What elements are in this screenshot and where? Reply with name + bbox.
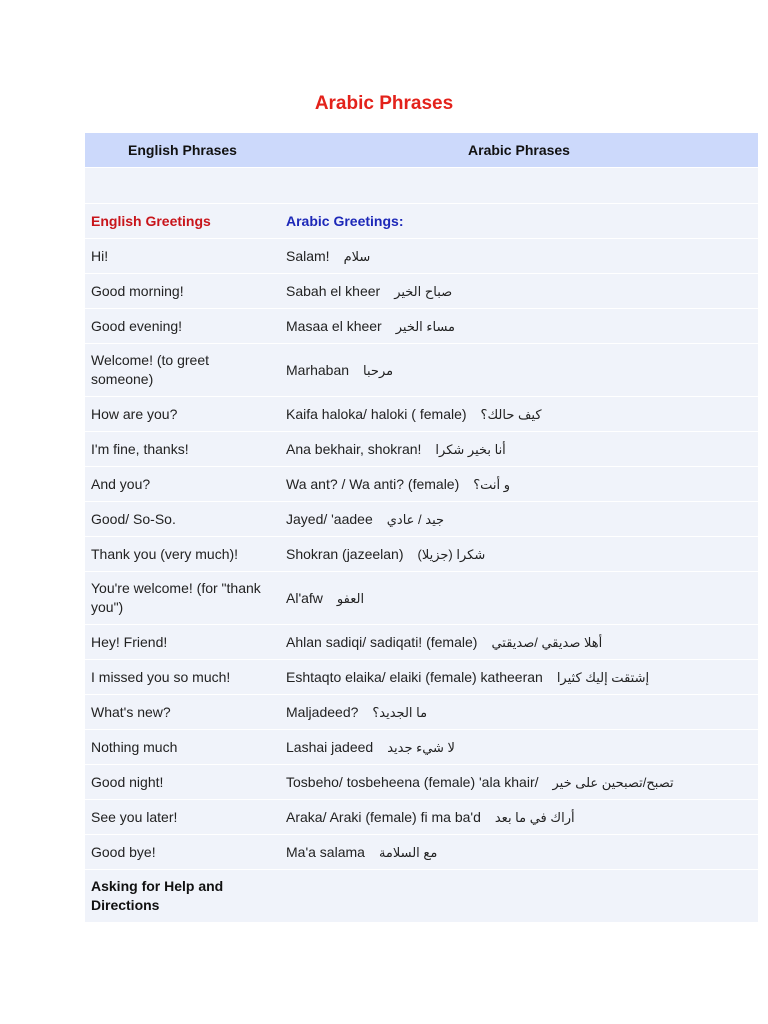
arabic-script: كيف حالك؟ [480, 406, 542, 422]
table-row [85, 239, 758, 274]
blank-cell [85, 168, 280, 204]
arabic-phrase [280, 765, 758, 800]
arabic-phrase [280, 309, 758, 344]
english-phrase: Good night! [85, 765, 280, 800]
transliteration: Sabah el kheer [286, 282, 381, 299]
arabic-phrase [280, 695, 758, 730]
arabic-phrase [280, 502, 758, 537]
arabic-script: العفو [336, 590, 365, 606]
english-phrase: Hey! Friend! [85, 625, 280, 660]
transliteration: Al'afw [286, 589, 323, 606]
table-row [85, 572, 758, 625]
header-arabic: Arabic Phrases [280, 133, 758, 168]
english-phrase: I'm fine, thanks! [85, 432, 280, 467]
table-row [85, 765, 758, 800]
arabic-script: ما الجديد؟ [372, 704, 428, 720]
arabic-script: مرحبا [363, 362, 394, 378]
arabic-script: تصبح/تصبحين على خير [552, 774, 674, 790]
english-phrase: Nothing much [85, 730, 280, 765]
section-asking-help: Asking for Help and Directions [85, 870, 280, 923]
table-row [85, 467, 758, 502]
transliteration: Marhaban [286, 361, 350, 378]
header-english: English Phrases [85, 133, 280, 168]
arabic-phrase [280, 239, 758, 274]
english-phrase: Good/ So-So. [85, 502, 280, 537]
arabic-phrase [280, 344, 758, 397]
arabic-script: صباح الخير [394, 283, 453, 299]
table-row [85, 502, 758, 537]
arabic-phrase [280, 660, 758, 695]
english-phrase: Good morning! [85, 274, 280, 309]
table-row [85, 432, 758, 467]
arabic-phrase [280, 397, 758, 432]
arabic-phrase [280, 730, 758, 765]
arabic-phrase [280, 432, 758, 467]
english-phrase: Thank you (very much)! [85, 537, 280, 572]
blank-cell [280, 168, 758, 204]
table-row [85, 835, 758, 870]
arabic-phrase [280, 467, 758, 502]
transliteration: Ahlan sadiqi/ sadiqati! (female) [286, 633, 478, 650]
table-row [85, 625, 758, 660]
english-phrase: You're welcome! (for "thank you") [85, 572, 280, 625]
arabic-phrase [280, 800, 758, 835]
english-phrase: Good evening! [85, 309, 280, 344]
phrases-table [85, 133, 758, 923]
page-title: Arabic Phrases [314, 93, 454, 114]
arabic-script: إشتقت إليك كثيرا [556, 669, 650, 685]
transliteration: Eshtaqto elaika/ elaiki (female) katheeran [286, 668, 543, 685]
table-row [85, 730, 758, 765]
transliteration: Ma'a salama [286, 843, 365, 860]
arabic-phrase [280, 625, 758, 660]
arabic-phrase [280, 274, 758, 309]
transliteration: Kaifa haloka/ haloki ( female) [286, 405, 467, 422]
arabic-script: جيد / عادي [386, 511, 445, 527]
transliteration: Ana bekhair, shokran! [286, 440, 422, 457]
table-row [85, 537, 758, 572]
transliteration: Lashai jadeed [286, 738, 374, 755]
transliteration: Salam! [286, 247, 330, 264]
arabic-phrase [280, 572, 758, 625]
arabic-script: سلام [343, 248, 371, 264]
section-arabic-greetings: Arabic Greetings: [280, 204, 758, 239]
table-header-row [85, 133, 758, 168]
arabic-script: و أنت؟ [473, 476, 511, 492]
transliteration: Jayed/ 'aadee [286, 510, 373, 527]
empty-cell [280, 870, 758, 923]
table-row [85, 274, 758, 309]
english-phrase: And you? [85, 467, 280, 502]
section-english-greetings: English Greetings [85, 204, 280, 239]
section-footer-row [85, 870, 758, 923]
arabic-phrase [280, 835, 758, 870]
arabic-script: شكرا (جزيلا) [417, 546, 486, 562]
transliteration: Masaa el kheer [286, 317, 382, 334]
english-phrase: Hi! [85, 239, 280, 274]
transliteration: Tosbeho/ tosbeheena (female) 'ala khair/ [286, 773, 539, 790]
english-phrase: See you later! [85, 800, 280, 835]
arabic-script: مع السلامة [378, 844, 438, 860]
transliteration: Wa ant? / Wa anti? (female) [286, 475, 460, 492]
english-phrase: I missed you so much! [85, 660, 280, 695]
table-row [85, 660, 758, 695]
table-row [85, 344, 758, 397]
transliteration: Maljadeed? [286, 703, 359, 720]
arabic-script: أهلا صديقي /صديقتي [491, 634, 603, 650]
blank-row [85, 168, 758, 204]
arabic-phrase [280, 537, 758, 572]
section-row [85, 204, 758, 239]
table-row [85, 397, 758, 432]
english-phrase: How are you? [85, 397, 280, 432]
arabic-script: أنا بخير شكرا [435, 441, 506, 457]
table-row [85, 695, 758, 730]
english-phrase: Welcome! (to greet someone) [85, 344, 280, 397]
arabic-script: لا شيء جديد [387, 739, 455, 755]
transliteration: Shokran (jazeelan) [286, 545, 404, 562]
english-phrase: Good bye! [85, 835, 280, 870]
table-row [85, 800, 758, 835]
table-row [85, 309, 758, 344]
transliteration: Araka/ Araki (female) fi ma ba'd [286, 808, 481, 825]
english-phrase: What's new? [85, 695, 280, 730]
arabic-script: أراك في ما بعد [494, 809, 575, 825]
arabic-script: مساء الخير [395, 318, 456, 334]
